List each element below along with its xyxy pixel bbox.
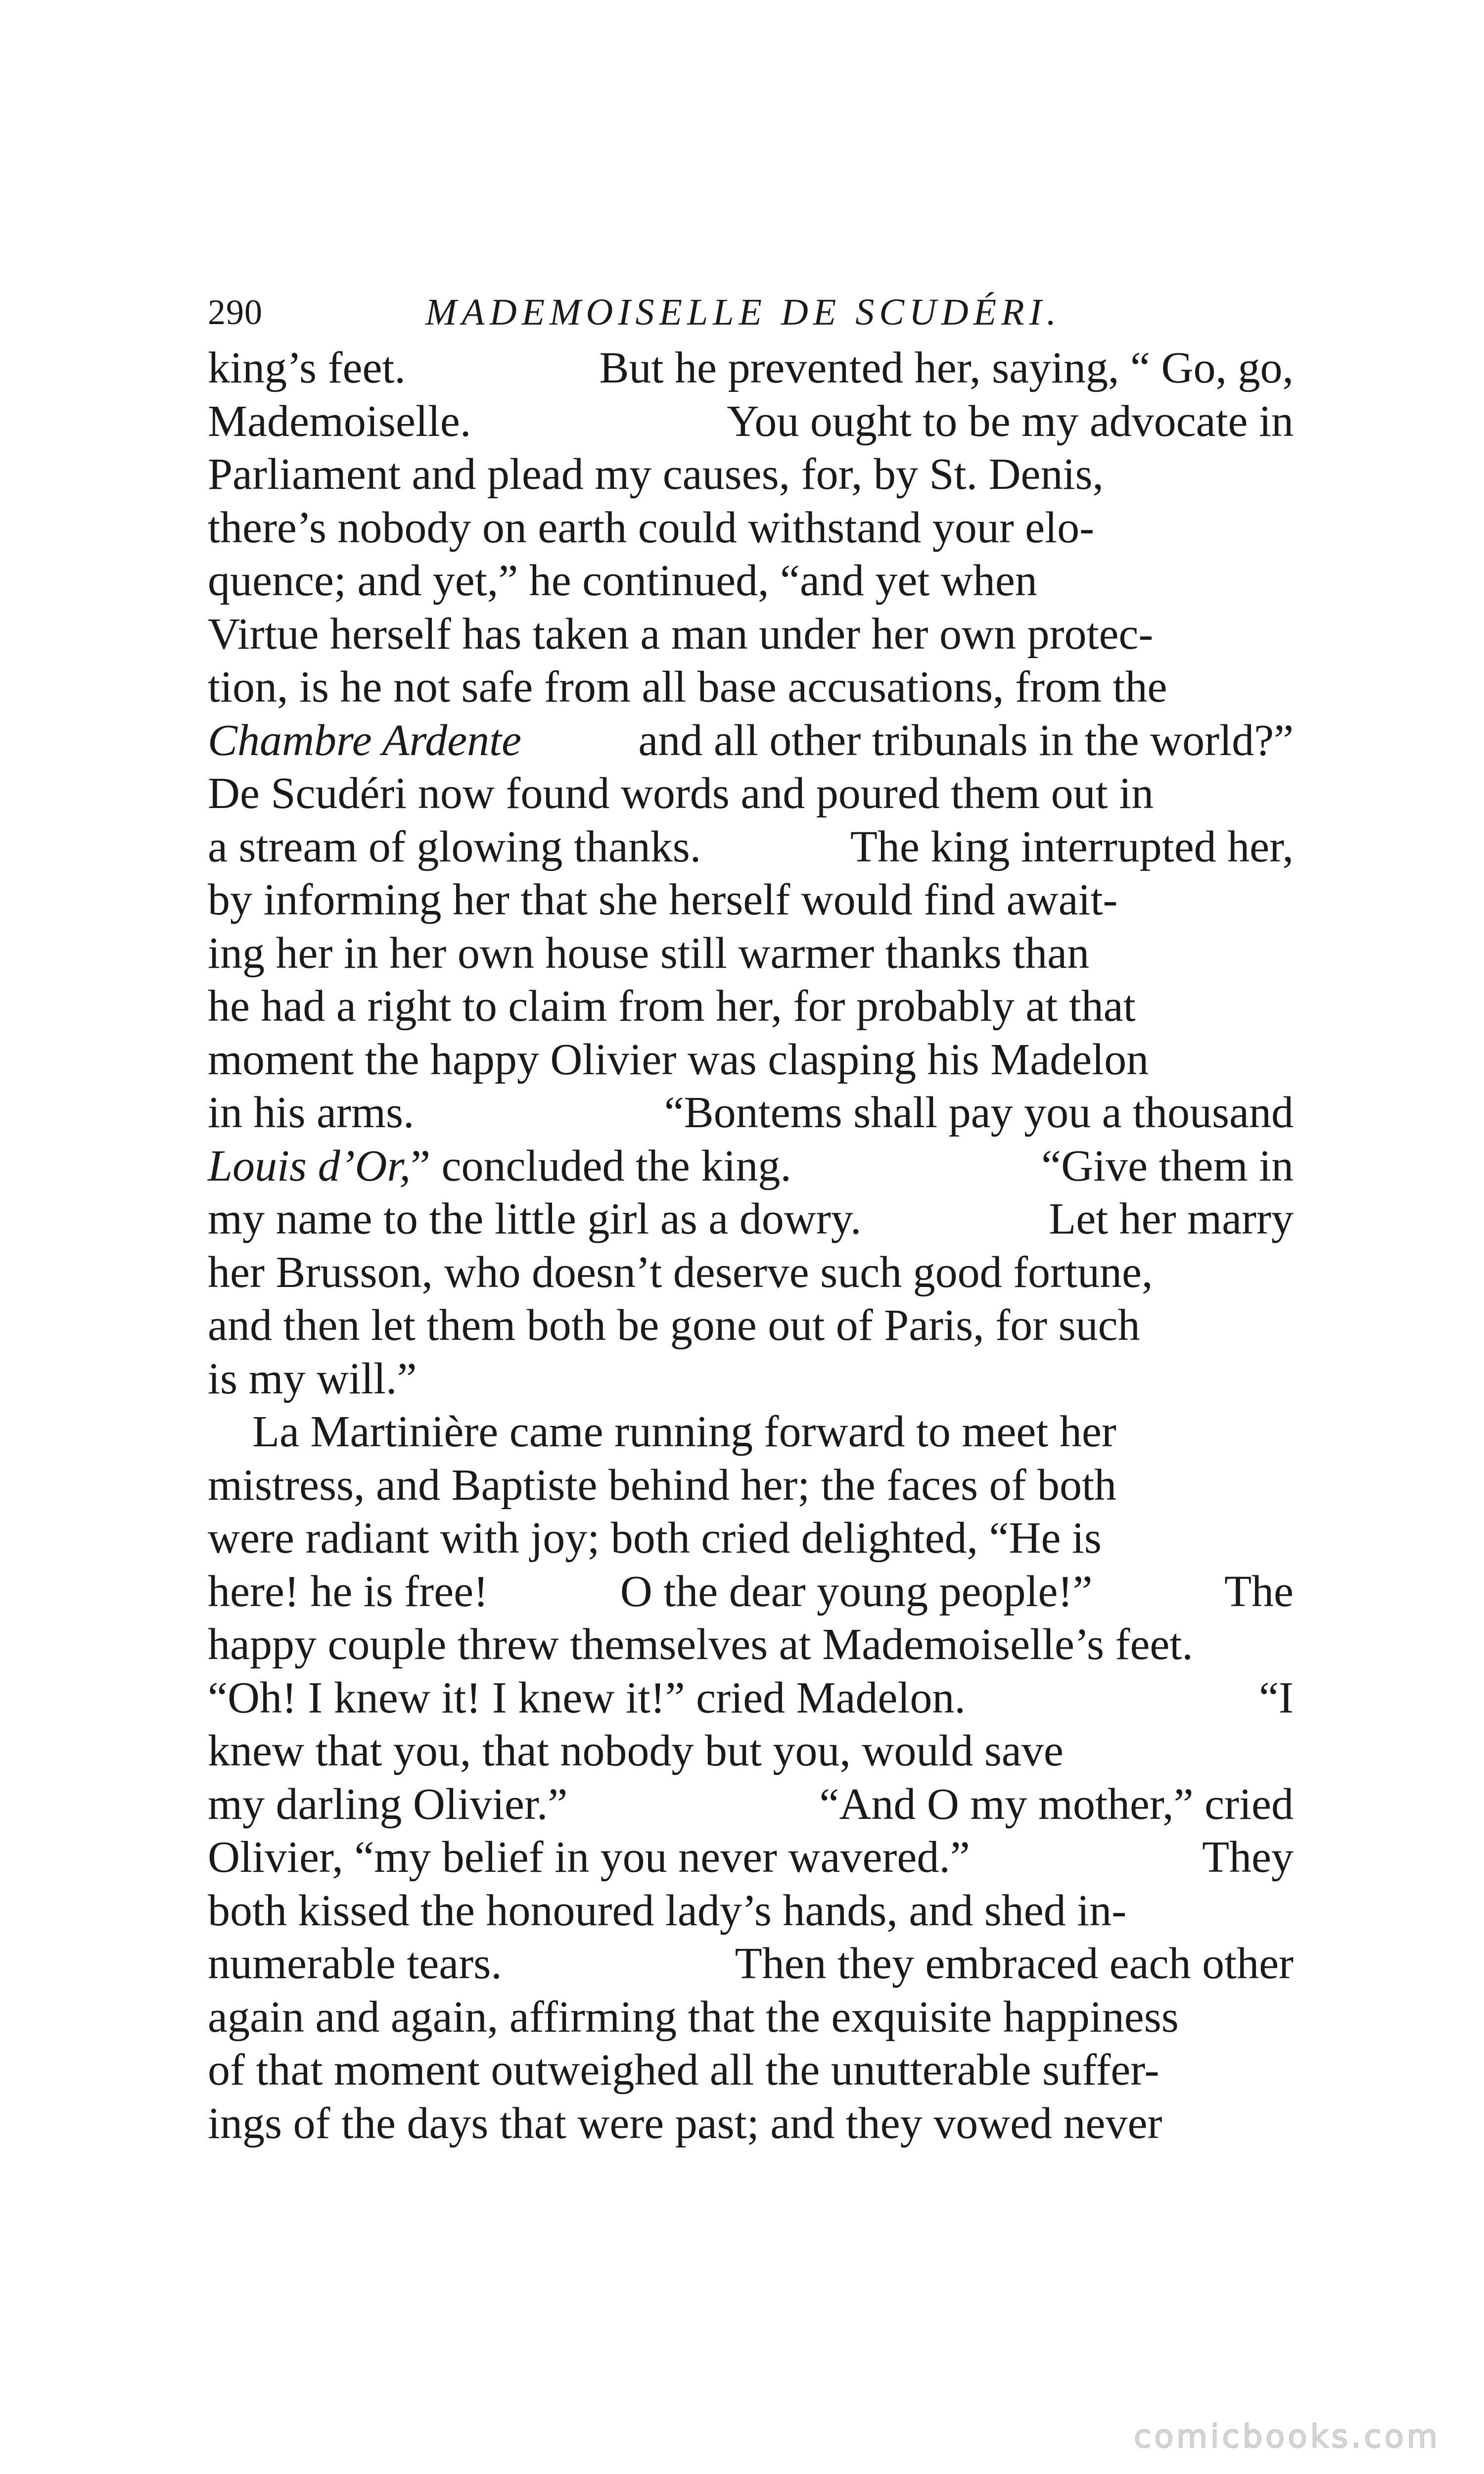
text-line: knew that you, that nobody but you, would save [208,1726,1064,1775]
text-line: Parliament and plead my causes, for, by St. Denis, [208,450,1104,499]
running-title: MADEMOISELLE DE SCUDÉRI. [425,291,1061,333]
text-line: in his arms. “Bontems shall pay you a thousand [208,1088,1294,1137]
text-line: her Brusson, who doesn’t deserve such good fortune, [208,1247,1153,1297]
text-line: king’s feet. But he prevented her, saying, “ Go, go, [208,343,1294,392]
text-line: Louis d’Or,” concluded the king. “Give them in [208,1141,1294,1190]
text-line: both kissed the honoured lady’s hands, and shed in- [208,1886,1127,1935]
text-line: Chambre Ardente and all other tribunals in the world?” [208,714,1294,767]
text-line: happy couple threw themselves at Mademoiselle’s feet. [208,1620,1193,1669]
italic-title: Chambre Ardente [208,715,522,765]
text-line: is my will.” [208,1354,417,1403]
text-line: quence; and yet,” he continued, “and yet when [208,556,1037,605]
text-line: my darling Olivier.” “And O my mother,” cried [208,1779,1294,1829]
text-line: numerable tears. Then they embraced each other [208,1939,1294,1988]
text-body [208,341,1294,2150]
text-line: ing her in her own house still warmer thanks than [208,928,1090,978]
text-line: here! he is free! O the dear young people!” The [208,1567,1294,1616]
text-line: mistress, and Baptiste behind her; the faces of both [208,1460,1117,1510]
text-line: of that moment outweighed all the unutterable suffer- [208,2046,1159,2094]
italic-phrase: Louis d’Or, [208,1141,411,1190]
text-line: a stream of glowing thanks. The king interrupted her, [208,822,1294,871]
text-line: and then let them both be gone out of Paris, for such [208,1301,1140,1350]
text-line: my name to the little girl as a dowry. Let her marry [208,1194,1294,1243]
text-line: Virtue herself has taken a man under her own protec- [208,609,1154,659]
text-line: moment the happy Olivier was clasping his Madelon [208,1035,1149,1084]
text-line: De Scudéri now found words and poured them out in [208,769,1154,818]
text-line: were radiant with joy; both cried delighted, “He is [208,1514,1102,1563]
text-line: tion, is he not safe from all base accusations, from the [208,663,1167,712]
text-line: there’s nobody on earth could withstand your elo- [208,503,1095,552]
page-number: 290 [208,292,263,332]
text-line: Mademoiselle. You ought to be my advocate in [208,396,1294,446]
text-line: by informing her that she herself would find await- [208,875,1118,924]
paragraph-start-line: La Martinière came running forward to meet her [252,1407,1116,1456]
running-head [208,290,1296,334]
text-line: “Oh! I knew it! I knew it!” cried Madelon. “I [208,1673,1294,1722]
text-line: Olivier, “my belief in you never wavered.” They [208,1833,1294,1882]
text-line: he had a right to claim from her, for probably at that [208,982,1136,1031]
text-line: again and again, affirming that the exquisite happiness [208,1992,1179,2042]
watermark: comicbooks.com [1133,2419,1440,2455]
text-line: ings of the days that were past; and they vowed never [208,2098,1162,2148]
